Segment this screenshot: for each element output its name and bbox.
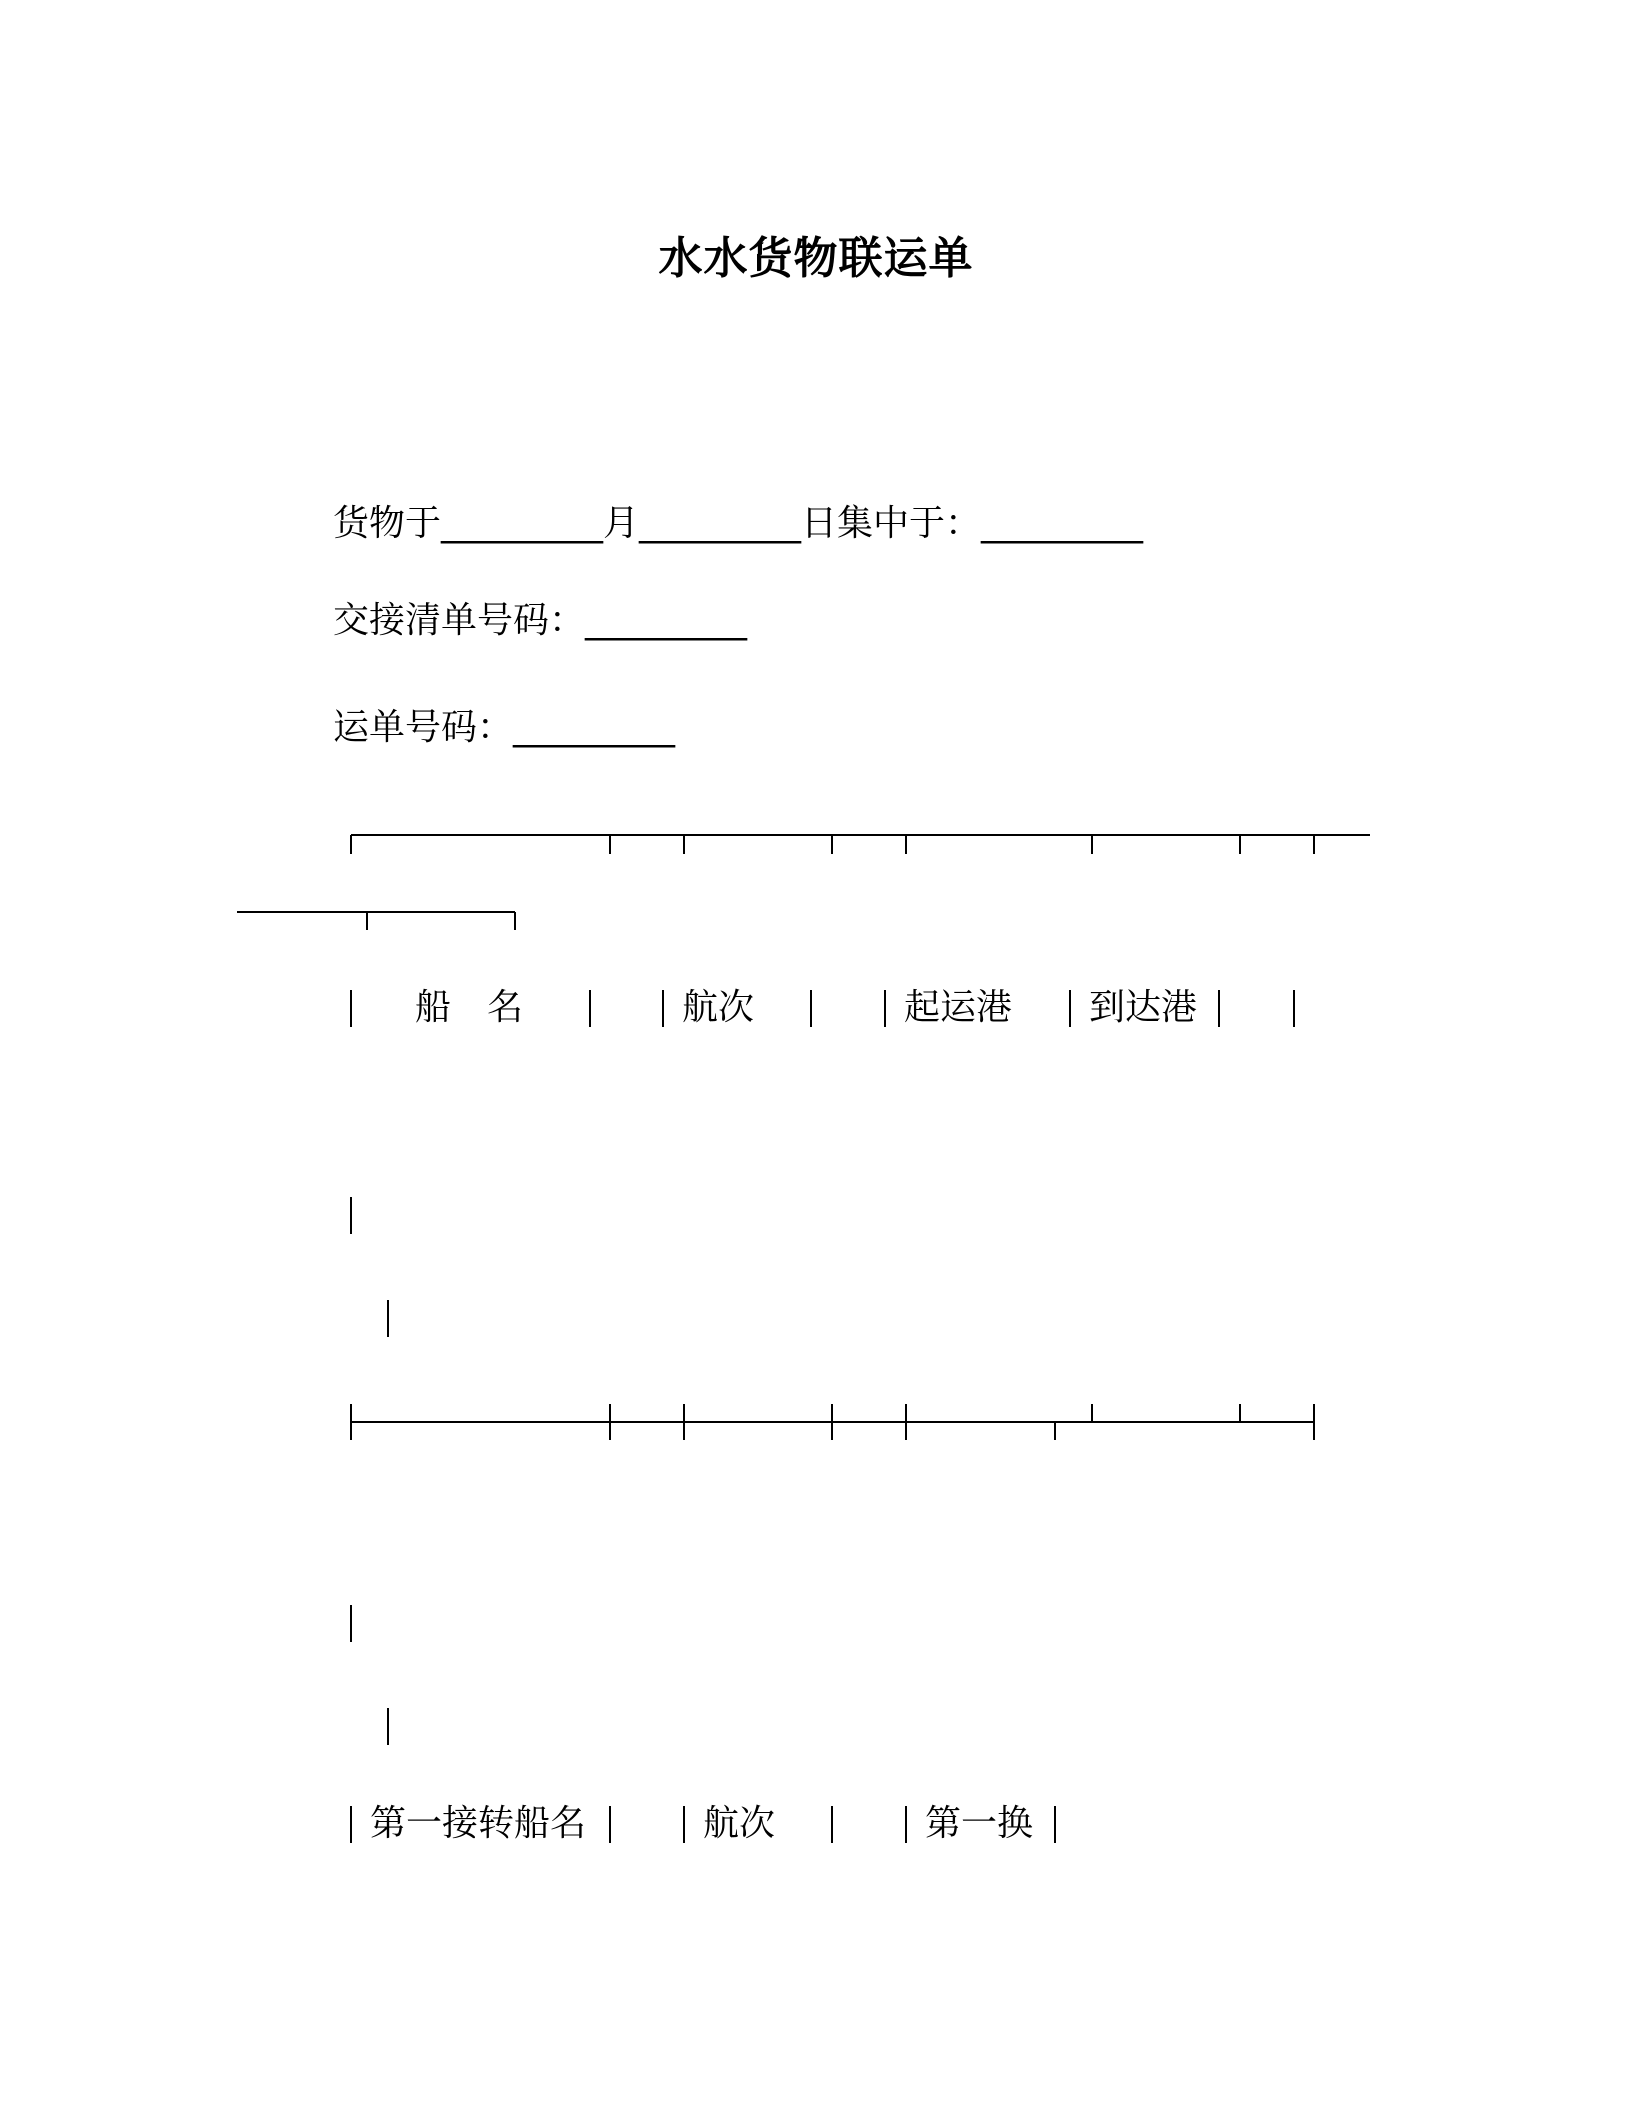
transfer-first-ship-name: 第一接转船名 (370, 1803, 587, 1844)
document-title: 水水货物联运单 (658, 233, 974, 284)
collection-date-field: 货物于_________月_________日集中于：_________ (333, 503, 1144, 544)
header-voyage: 航次 (682, 987, 755, 1028)
transfer-voyage: 航次 (703, 1803, 776, 1844)
transfer-first-change: 第一换 (925, 1803, 1034, 1844)
handover-list-number-field: 交接清单号码：_________ (333, 600, 748, 641)
header-ship-name: 船 名 (415, 987, 524, 1028)
header-arrival-port: 到达港 (1089, 987, 1198, 1028)
header-departure-port: 起运港 (904, 987, 1013, 1028)
waybill-number-field: 运单号码：_________ (333, 707, 676, 748)
